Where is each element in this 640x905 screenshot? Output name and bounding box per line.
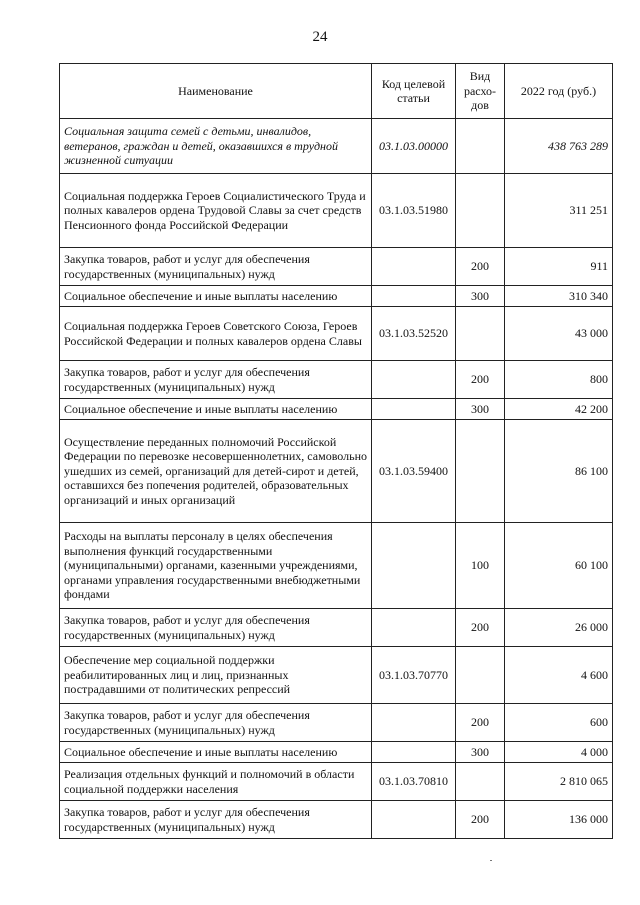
page-number: 24 xyxy=(312,29,328,45)
row-name: Закупка товаров, работ и услуг для обеспечения государственных (муниципальных) нужд xyxy=(60,704,372,742)
row-vid xyxy=(456,763,505,801)
row-vid: 200 xyxy=(456,361,505,399)
row-sum: 86 100 xyxy=(505,420,613,523)
row-code: 03.1.03.00000 xyxy=(372,119,456,174)
row-sum: 26 000 xyxy=(505,609,613,647)
row-name: Обеспечение мер социальной поддержки реабилитированных лиц и лиц, признанных пострадавшими от политических репрессий xyxy=(60,647,372,704)
row-code: 03.1.03.70770 xyxy=(372,647,456,704)
row-sum: 800 xyxy=(505,361,613,399)
row-sum: 42 200 xyxy=(505,399,613,420)
row-sum: 310 340 xyxy=(505,286,613,307)
row-vid xyxy=(456,307,505,361)
row-code xyxy=(372,742,456,763)
row-vid: 200 xyxy=(456,801,505,839)
row-vid: 300 xyxy=(456,286,505,307)
row-code xyxy=(372,801,456,839)
row-vid: 300 xyxy=(456,399,505,420)
table-row xyxy=(60,801,613,839)
row-name: Социальная поддержка Героев Социалистического Труда и полных кавалеров ордена Трудовой Славы за счет средств Пенсионного фонда Российской Федерации xyxy=(60,174,372,248)
row-code xyxy=(372,248,456,286)
row-sum: 4 000 xyxy=(505,742,613,763)
table-row xyxy=(60,361,613,399)
row-sum: 311 251 xyxy=(505,174,613,248)
table-row xyxy=(60,420,613,523)
header-code: Код целевой статьи xyxy=(372,64,456,119)
row-sum: 600 xyxy=(505,704,613,742)
row-sum: 136 000 xyxy=(505,801,613,839)
row-vid xyxy=(456,119,505,174)
row-name: Закупка товаров, работ и услуг для обеспечения государственных (муниципальных) нужд xyxy=(60,361,372,399)
row-sum: 2 810 065 xyxy=(505,763,613,801)
table-row xyxy=(60,174,613,248)
row-name: Социальное обеспечение и иные выплаты населению xyxy=(60,399,372,420)
row-vid: 200 xyxy=(456,704,505,742)
row-code: 03.1.03.70810 xyxy=(372,763,456,801)
table-row xyxy=(60,399,613,420)
row-vid: 200 xyxy=(456,248,505,286)
scan-speck xyxy=(490,860,492,861)
row-name: Закупка товаров, работ и услуг для обеспечения государственных (муниципальных) нужд xyxy=(60,801,372,839)
table-row xyxy=(60,609,613,647)
table-row xyxy=(60,248,613,286)
table-row xyxy=(60,119,613,174)
row-vid xyxy=(456,647,505,704)
row-code xyxy=(372,399,456,420)
table-row xyxy=(60,742,613,763)
table-row xyxy=(60,763,613,801)
row-sum: 438 763 289 xyxy=(505,119,613,174)
row-code: 03.1.03.59400 xyxy=(372,420,456,523)
row-sum: 60 100 xyxy=(505,523,613,609)
row-name: Закупка товаров, работ и услуг для обеспечения государственных (муниципальных) нужд xyxy=(60,248,372,286)
header-sum: 2022 год (руб.) xyxy=(505,64,613,119)
row-name: Социальное обеспечение и иные выплаты населению xyxy=(60,742,372,763)
row-name: Социальная защита семей с детьми, инвалидов, ветеранов, граждан и детей, оказавшихся в трудной жизненной ситуации xyxy=(60,119,372,174)
table-row xyxy=(60,647,613,704)
row-code xyxy=(372,523,456,609)
row-name: Реализация отдельных функций и полномочий в области социальной поддержки населения xyxy=(60,763,372,801)
table-body xyxy=(60,119,613,839)
row-sum: 43 000 xyxy=(505,307,613,361)
table-row xyxy=(60,704,613,742)
row-code: 03.1.03.51980 xyxy=(372,174,456,248)
header-name: Наименование xyxy=(60,64,372,119)
row-sum: 911 xyxy=(505,248,613,286)
row-name: Закупка товаров, работ и услуг для обеспечения государственных (муниципальных) нужд xyxy=(60,609,372,647)
table-row xyxy=(60,307,613,361)
row-name: Социальное обеспечение и иные выплаты населению xyxy=(60,286,372,307)
row-name: Расходы на выплаты персоналу в целях обеспечения выполнения функций государственными (муниципальными) органами, казенными учреждениями, органами управления государственными внебюджетными фондами xyxy=(60,523,372,609)
table-header-row xyxy=(60,64,613,119)
row-code xyxy=(372,361,456,399)
row-name: Социальная поддержка Героев Советского Союза, Героев Российской Федерации и полных кавалеров ордена Славы xyxy=(60,307,372,361)
row-name: Осуществление переданных полномочий Российской Федерации по перевозке несовершеннолетних, самовольно ушедших из семей, организаций для детей-сирот и детей, оставшихся без попечения родителей, образовательных организаций и иных организаций xyxy=(60,420,372,523)
row-vid: 100 xyxy=(456,523,505,609)
row-vid xyxy=(456,420,505,523)
table-row xyxy=(60,523,613,609)
row-vid: 200 xyxy=(456,609,505,647)
row-code xyxy=(372,286,456,307)
row-code xyxy=(372,704,456,742)
row-code xyxy=(372,609,456,647)
table-row xyxy=(60,286,613,307)
row-code: 03.1.03.52520 xyxy=(372,307,456,361)
row-vid: 300 xyxy=(456,742,505,763)
row-vid xyxy=(456,174,505,248)
row-sum: 4 600 xyxy=(505,647,613,704)
header-vid: Вид расхо-дов xyxy=(456,64,505,119)
budget-table xyxy=(59,63,613,839)
